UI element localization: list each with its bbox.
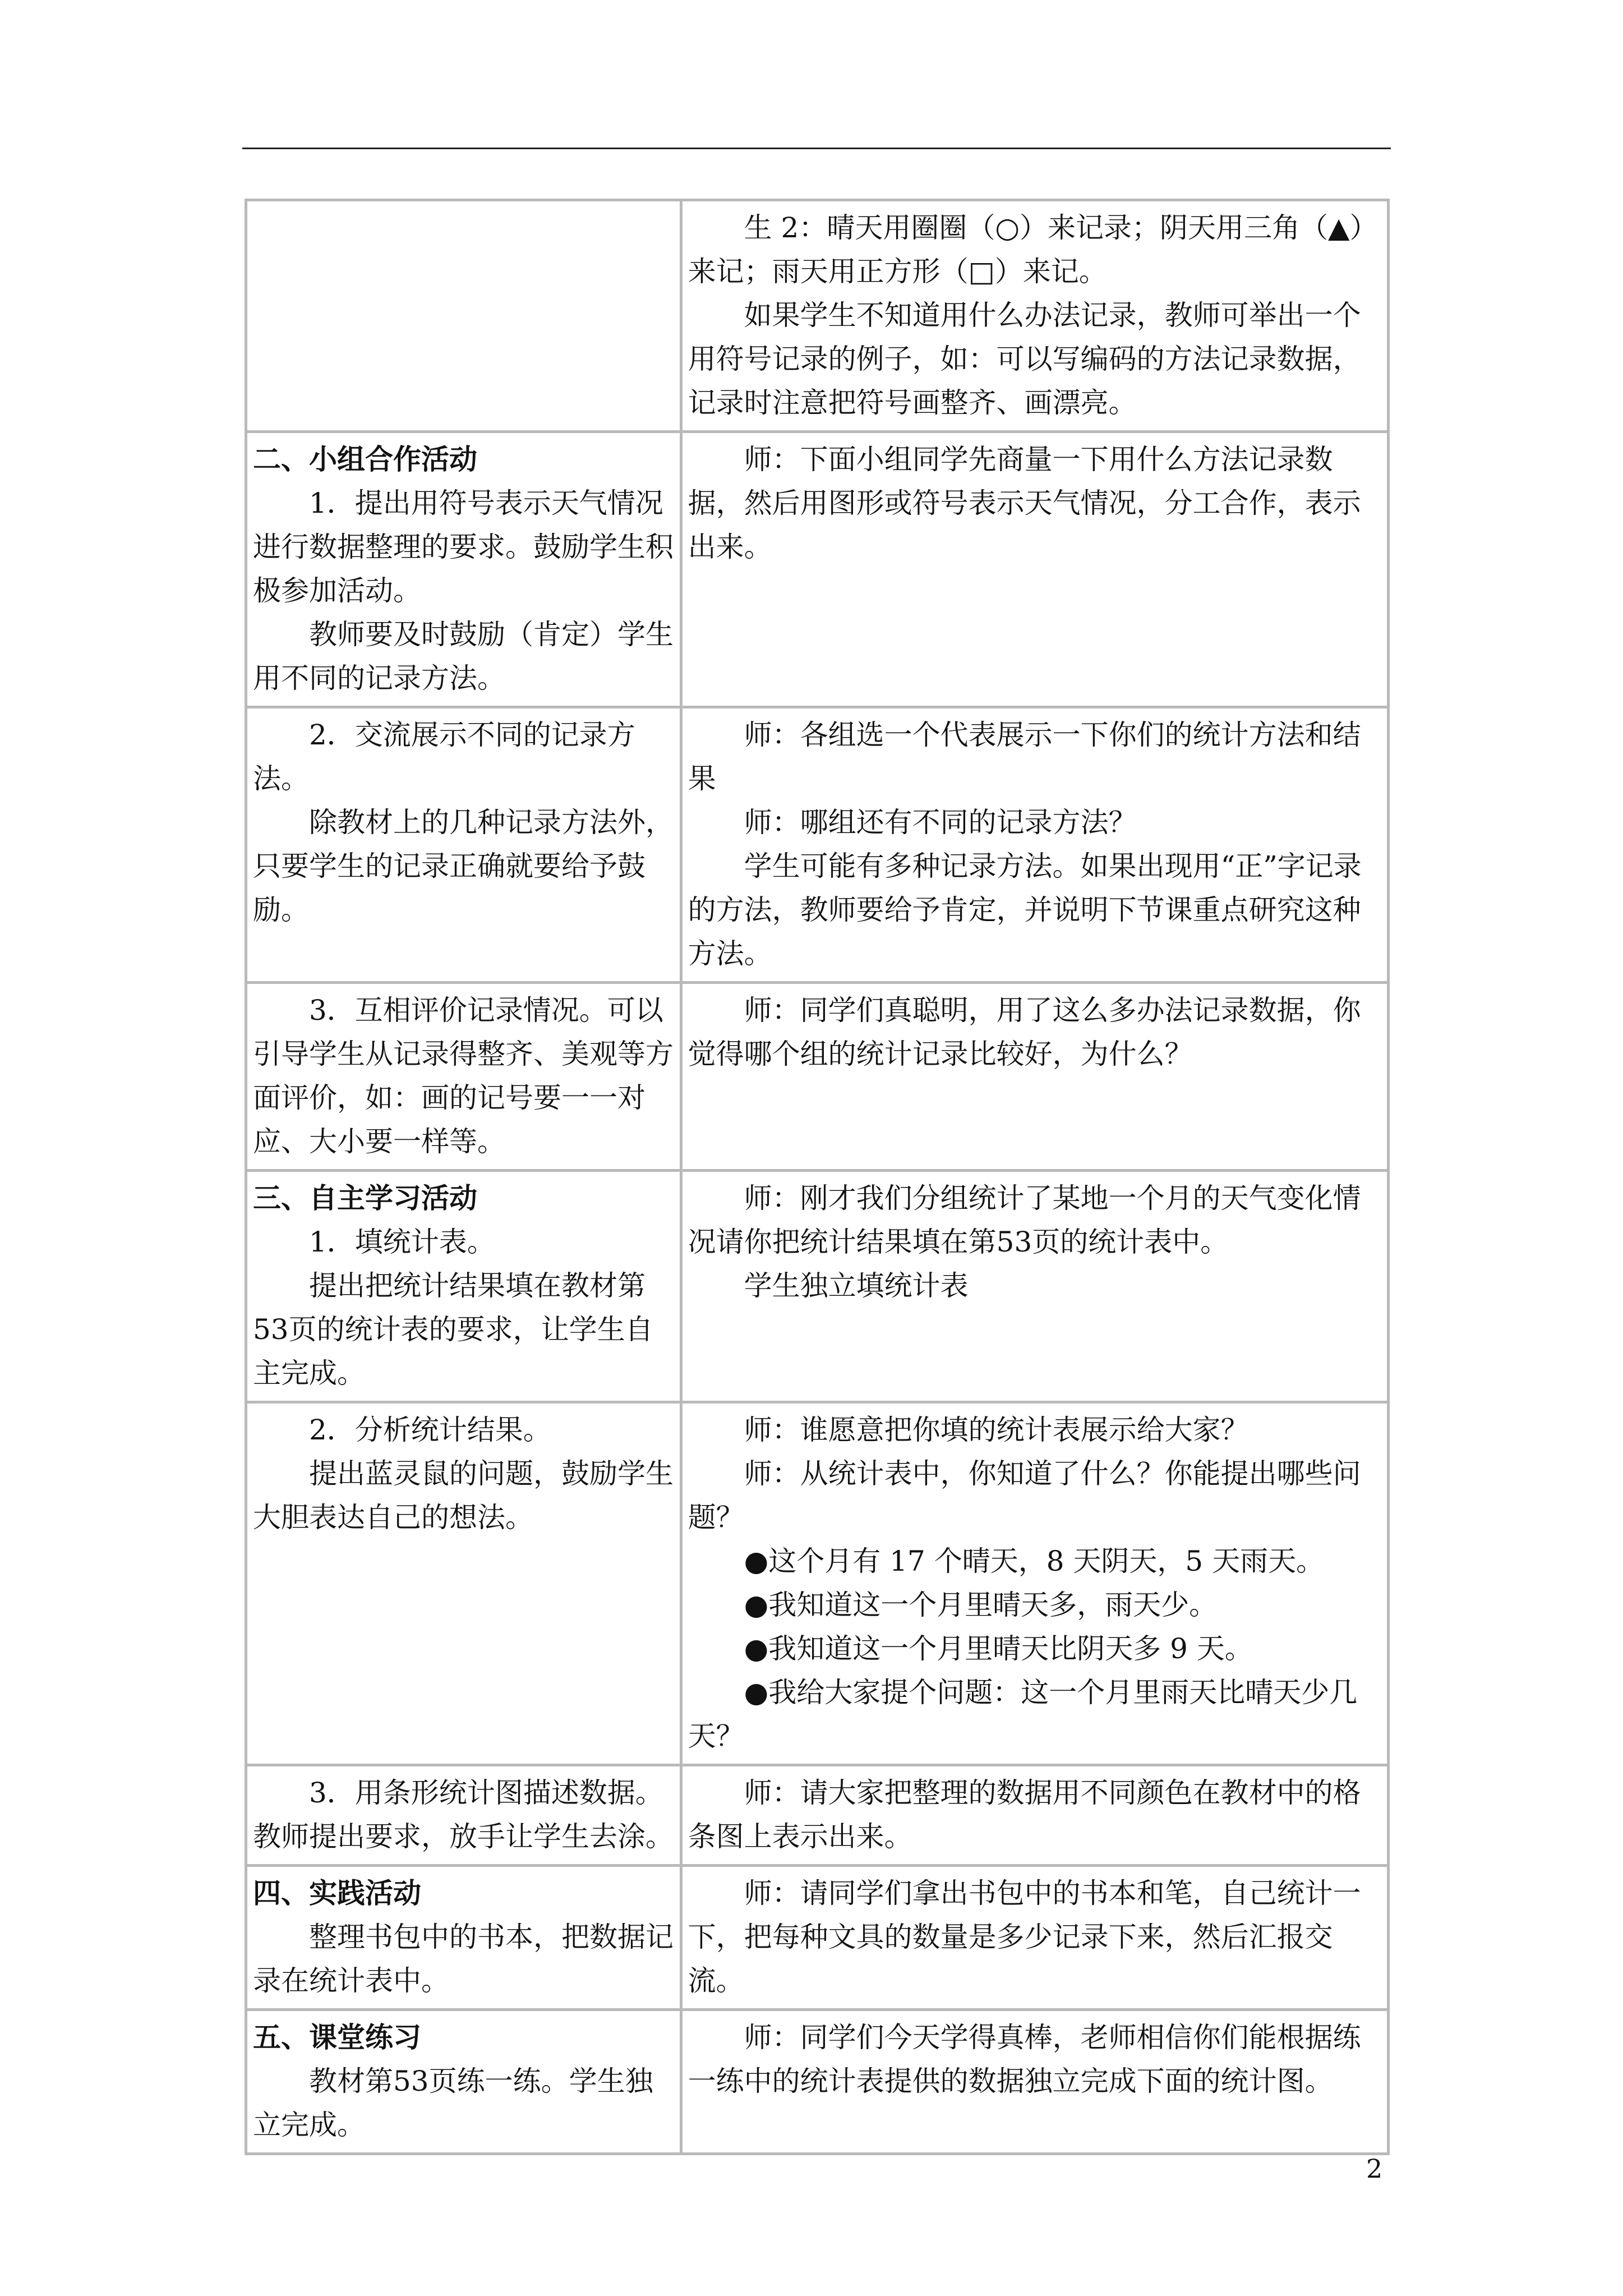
teaching-step-cell — [246, 200, 681, 432]
table-row — [246, 1171, 1389, 1402]
header-rule — [242, 148, 1391, 149]
table-row — [246, 432, 1389, 707]
step-paragraph: 3．互相评价记录情况。可以引导学生从记录得整齐、美观等方面评价，如：画的记号要一一对应、大小要一样等。 — [253, 994, 674, 1158]
table-body — [246, 200, 1389, 2154]
dialogue-paragraph: 师：刚才我们分组统计了某地一个月的天气变化情况请你把统计结果填在第53页的统计表中。 — [688, 1182, 1361, 1258]
teaching-step-cell — [246, 432, 681, 707]
classroom-dialogue-cell — [681, 2010, 1388, 2154]
step-paragraph: 1．提出用符号表示天气情况进行数据整理的要求。鼓励学生积极参加活动。 — [253, 487, 674, 607]
section-heading: 二、小组合作活动 — [253, 443, 477, 476]
teaching-step-cell — [246, 1402, 681, 1765]
teaching-step-cell — [246, 2010, 681, 2154]
classroom-dialogue-cell — [681, 432, 1388, 707]
dialogue-paragraph: 学生可能有多种记录方法。如果出现用“正”字记录的方法，教师要给予肯定，并说明下节课重点研究这种方法。 — [688, 850, 1362, 970]
dialogue-paragraph: 师：同学们真聪明，用了这么多办法记录数据，你觉得哪个组的统计记录比较好，为什么？ — [688, 994, 1361, 1070]
page-number: 2 — [1366, 2154, 1383, 2184]
classroom-dialogue-cell — [681, 1402, 1388, 1765]
bullet-item: ●我知道这一个月里晴天多，雨天少。 — [744, 1589, 1218, 1621]
dialogue-paragraph: 师：谁愿意把你填的统计表展示给大家？ — [744, 1414, 1249, 1446]
classroom-dialogue-cell — [681, 1765, 1388, 1866]
dialogue-paragraph: 如果学生不知道用什么办法记录，教师可举出一个用符号记录的例子，如：可以写编码的方法记录数据，记录时注意把符号画整齐、画漂亮。 — [688, 299, 1361, 419]
bullet-item: ●我给大家提个问题：这一个月里雨天比晴天少几天？ — [688, 1676, 1358, 1752]
classroom-dialogue-cell — [681, 1171, 1388, 1402]
classroom-dialogue-cell — [681, 1866, 1388, 2010]
step-paragraph: 整理书包中的书本，把数据记录在统计表中。 — [253, 1921, 674, 1997]
bullet-item: ●这个月有 17 个晴天，8 天阴天，5 天雨天。 — [744, 1545, 1325, 1577]
step-paragraph: 提出蓝灵鼠的问题，鼓励学生大胆表达自己的想法。 — [253, 1457, 674, 1534]
bullet-item: ●我知道这一个月里晴天比阴天多 9 天。 — [744, 1632, 1253, 1665]
teaching-step-cell — [246, 1765, 681, 1866]
classroom-dialogue-cell — [681, 200, 1388, 432]
dialogue-paragraph: 师：请同学们拿出书包中的书本和笔，自己统计一下，把每种文具的数量是多少记录下来，然后汇报交流。 — [688, 1877, 1361, 1997]
step-paragraph: 教师要及时鼓励（肯定）学生用不同的记录方法。 — [253, 618, 674, 694]
table-row — [246, 983, 1389, 1171]
dialogue-paragraph: 师：各组选一个代表展示一下你们的统计方法和结果 — [688, 719, 1361, 795]
table-row — [246, 200, 1389, 432]
dialogue-paragraph: 学生独立填统计表 — [744, 1269, 969, 1302]
lesson-plan-table — [245, 199, 1390, 2155]
dialogue-paragraph: 师：请大家把整理的数据用不同颜色在教材中的格条图上表示出来。 — [688, 1777, 1361, 1853]
table-row — [246, 1765, 1389, 1866]
step-paragraph: 教材第53页练一练。学生独立完成。 — [253, 2065, 653, 2141]
section-heading: 五、课堂练习 — [253, 2021, 421, 2054]
classroom-dialogue-cell — [681, 707, 1388, 983]
teaching-step-cell — [246, 983, 681, 1171]
dialogue-paragraph: 师：下面小组同学先商量一下用什么方法记录数据，然后用图形或符号表示天气情况，分工合作，表示出来。 — [688, 443, 1361, 563]
step-paragraph: 提出把统计结果填在教材第53页的统计表的要求，让学生自主完成。 — [253, 1269, 653, 1389]
step-paragraph: 2．交流展示不同的记录方法。 — [253, 719, 635, 795]
dialogue-paragraph: 师：哪组还有不同的记录方法？ — [744, 806, 1137, 839]
dialogue-paragraph: 师：同学们今天学得真棒，老师相信你们能根据练一练中的统计表提供的数据独立完成下面的统计图。 — [688, 2021, 1361, 2097]
section-heading: 四、实践活动 — [253, 1876, 421, 1910]
step-paragraph: 1．填统计表。 — [309, 1226, 495, 1258]
step-paragraph: 3．用条形统计图描述数据。教师提出要求，放手让学生去涂。 — [253, 1777, 674, 1853]
dialogue-paragraph: 生 2：晴天用圈圈（○）来记录；阴天用三角（▲）来记；雨天用正方形（□）来记。 — [688, 211, 1378, 288]
teaching-step-cell — [246, 1171, 681, 1402]
teaching-step-cell — [246, 707, 681, 983]
step-paragraph: 2．分析统计结果。 — [309, 1414, 551, 1446]
teaching-step-cell — [246, 1866, 681, 2010]
table-row — [246, 1866, 1389, 2010]
classroom-dialogue-cell — [681, 983, 1388, 1171]
section-heading: 三、自主学习活动 — [253, 1181, 477, 1214]
table-row — [246, 707, 1389, 983]
step-paragraph: 除教材上的几种记录方法外，只要学生的记录正确就要给予鼓励。 — [253, 806, 674, 926]
table-row — [246, 2010, 1389, 2154]
dialogue-paragraph: 师：从统计表中，你知道了什么？你能提出哪些问题？ — [688, 1457, 1361, 1534]
table-row — [246, 1402, 1389, 1765]
